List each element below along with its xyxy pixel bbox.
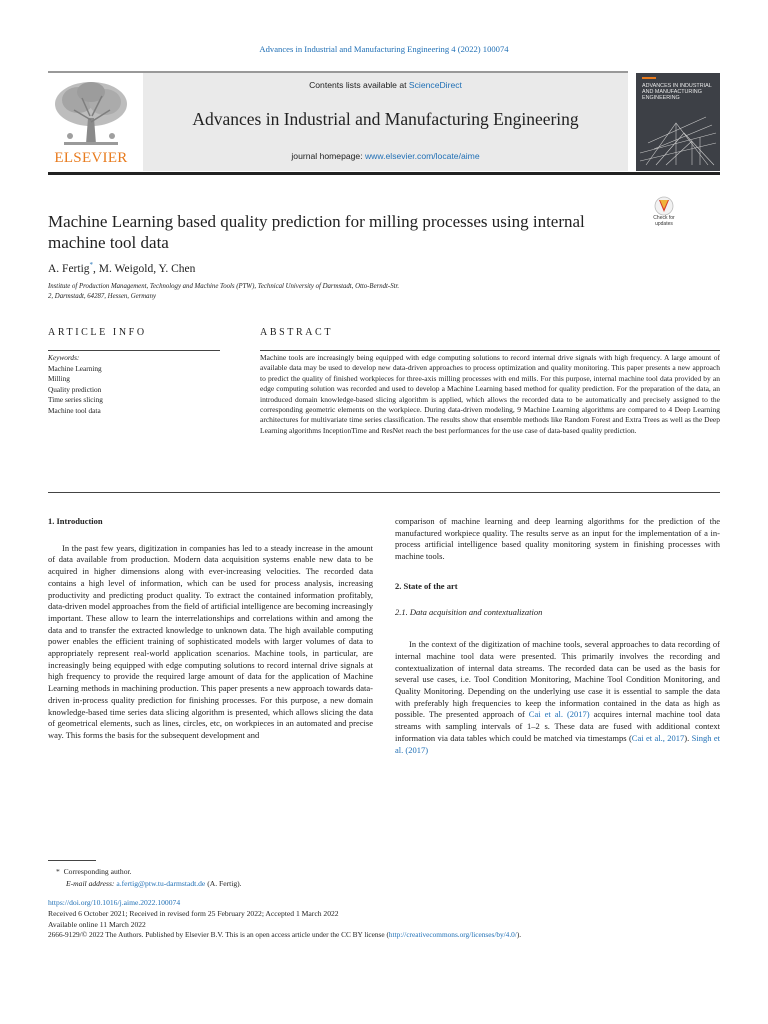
homepage-link[interactable]: www.elsevier.com/locate/aime <box>364 151 480 161</box>
abstract-bottom-rule <box>48 492 720 493</box>
contents-prefix: Contents lists available at <box>309 80 409 90</box>
email-label: E-mail address: <box>66 878 117 888</box>
license-line <box>48 930 728 941</box>
elsevier-tree-logo-icon <box>50 78 132 148</box>
author-list <box>48 261 195 275</box>
header-bottom-rule <box>48 172 720 175</box>
contents-line <box>143 80 628 90</box>
right-column <box>395 516 720 756</box>
email-link[interactable]: a.fertig@ptw.tu-darmstadt.de <box>116 878 206 888</box>
abstract-heading: ABSTRACT <box>260 327 334 338</box>
corresponding-author-mark[interactable]: * <box>89 261 94 269</box>
doi-link[interactable]: https://doi.org/10.1016/j.aime.2022.100074 <box>48 898 181 907</box>
received-dates: Received 6 October 2021; Received in revised form 25 February 2022; Accepted 1 March 2022 <box>48 908 339 918</box>
license-suffix: ). <box>516 930 522 940</box>
email-line <box>48 878 448 890</box>
cover-title: ADVANCES IN INDUSTRIAL AND MANUFACTURING ENGINEERING <box>642 83 712 101</box>
keywords-label: Keywords: <box>48 353 80 362</box>
keyword-item: Machine tool data <box>48 405 101 415</box>
footnote-rule <box>48 860 96 861</box>
article-info-rule <box>48 350 220 351</box>
paragraph-text: In the context of the digitization of machine tools, several approaches to data recording of internal machine tool data were presented. This primarily involves the recording and contextualization of internal data streams. The recorded data can be used as the basis for several use cases, i.e. Tool Condition Monitoring, Machine Tool Condition Monitoring, and Quality Monitoring. Depending on the underlying use case it is essential to sample the data with preferably high frequencies to keep the information contained in the data as high as possible. The presented approach of <box>395 639 720 720</box>
check-for-updates-icon <box>644 196 684 216</box>
intro-paragraph-continued: comparison of machine learning and deep learning algorithms for the prediction of the manufactured workpiece quality. The results serve as an input for the implementation of a in-process artificial intelligence based quality monitoring system in finishing processes with machine tools. <box>395 516 720 562</box>
left-column <box>48 516 373 742</box>
author-others: , M. Weigold, Y. Chen <box>93 262 196 275</box>
keyword-item: Time series slicing <box>48 395 103 404</box>
author-fertig[interactable]: A. Fertig <box>48 262 90 275</box>
license-text: 2666-9129/© 2022 The Authors. Published by Elsevier B.V. This is an open access article under the CC BY license ( <box>48 930 389 940</box>
section-2-heading: 2. State of the art <box>395 580 458 591</box>
keywords-block <box>48 353 220 416</box>
abstract-rule <box>260 350 720 351</box>
affiliation-line-2: 2, Darmstadt, 64287, Hessen, Germany <box>48 293 156 300</box>
section-2-1-heading: 2.1. Data acquisition and contextualization <box>395 606 543 617</box>
affiliation <box>48 282 518 302</box>
article-footer <box>48 898 728 941</box>
keyword-item: Milling <box>48 374 70 383</box>
keyword-item: Quality prediction <box>48 384 102 394</box>
section-1-heading: 1. Introduction <box>48 516 103 526</box>
paragraph-text: acquires internal machine tool data streams with sampling intervals of 1–2 s. These data are fused with additional context information via data tables which could be matched via timestamps ( <box>395 709 720 743</box>
email-suffix: (A. Fertig). <box>205 878 242 888</box>
homepage-line <box>143 151 628 161</box>
citation-cai-2017-paren[interactable]: Cai et al., 2017 <box>631 732 685 743</box>
check-for-updates-label: Check for updates <box>653 215 675 227</box>
citation-singh-2017[interactable]: Singh et al. (2017) <box>395 732 720 755</box>
abstract-text: Machine tools are increasingly being equipped with edge computing solutions to record internal drive signals with high frequency. A large amount of available data may be used to develop new data-driven approaches to process optimization and quality monitoring. This paper presents a new approach to predict the quality of finished workpieces for three-axis milling processes with end mills. For this purpose, internal machine tool data provided by an edge computing solution was recorded and used to develop a Machine Learning based method for quality prediction. For the preparation of the data, an introduced domain knowledge-based slicing algorithm is applied, which allows the recorded data to be automatically and precisely assigned to the corresponding geometric elements on the workpiece. During data-driven modeling, 9 Machine Learning algorithms are compared to 4 Deep Learning architectures for multivariate time series classification. The results show that ensemble methods like Random Forest and Extra Trees as well as the Deep Learning algorithms InceptionTime and ResNet reach the best performances for the use case of data-based quality prediction. <box>260 353 720 435</box>
homepage-prefix: journal homepage: <box>291 151 365 161</box>
citation-cai-2017[interactable]: Cai et al. (2017) <box>528 709 590 720</box>
journal-title: Advances in Industrial and Manufacturing Engineering <box>192 109 579 129</box>
corresponding-author-text: Corresponding author. <box>63 867 132 876</box>
footnote-mark: * <box>56 867 60 876</box>
sciencedirect-link[interactable]: ScienceDirect <box>408 80 462 90</box>
available-online: Available online 11 March 2022 <box>48 919 146 929</box>
article-info-heading: ARTICLE INFO <box>48 327 147 338</box>
footnote <box>48 866 448 889</box>
data-acquisition-paragraph <box>395 639 720 756</box>
check-for-updates-badge[interactable] <box>644 196 684 236</box>
journal-cover-thumbnail <box>636 73 720 171</box>
affiliation-line-1: Institute of Production Management, Technology and Machine Tools (PTW), Technical University of Darmstadt, Otto-Berndt-Str. <box>48 283 400 290</box>
intro-paragraph: In the past few years, digitization in companies has led to a steady increase in the amount of data available from production. Modern data acquisition systems enable new data to be acquired in higher dimensions along with ever-increasing velocities. The recorded data contains a high level of information, which can be used for process analysis, increasing productivity and predicting product quality. To extract the contained information profitably, data-driven model approaches from the field of artificial intelligence are becoming increasingly important. These allow to learn the interrelationships and correlations within and among the data and to transfer the extracted knowledge to unknown data. The high available computing power enables the efficient training of sophisticated models with larger volumes of data to appropriately represent real-world application scenarios. Machine tools, in particular, are increasingly being equipped with edge computing solutions to record internal drive signals at high frequency to provide the required large amount of data for the application of Machine Learning methods in machining production. This paper presents a new approach towards data-driven in-process quality prediction for finishing processes. For this purpose, a new domain knowledge-based time series data slicing algorithm is presented, which allows slicing the data of geometrical elements, such as lines, circles, etc, on workpieces in an automated and precise way. This forms the basis for the subsequent development and <box>48 542 373 740</box>
corresponding-author-note <box>48 866 448 878</box>
paragraph-text: ). <box>684 732 692 743</box>
article-title: Machine Learning based quality prediction for milling processes using internal machine tool data <box>48 212 585 252</box>
publisher-logo-text: ELSEVIER <box>54 150 128 166</box>
license-link[interactable]: http://creativecommons.org/licenses/by/4.0/ <box>388 930 517 940</box>
keyword-item: Machine Learning <box>48 363 102 373</box>
journal-reference[interactable]: Advances in Industrial and Manufacturing Engineering 4 (2022) 100074 <box>259 44 509 54</box>
